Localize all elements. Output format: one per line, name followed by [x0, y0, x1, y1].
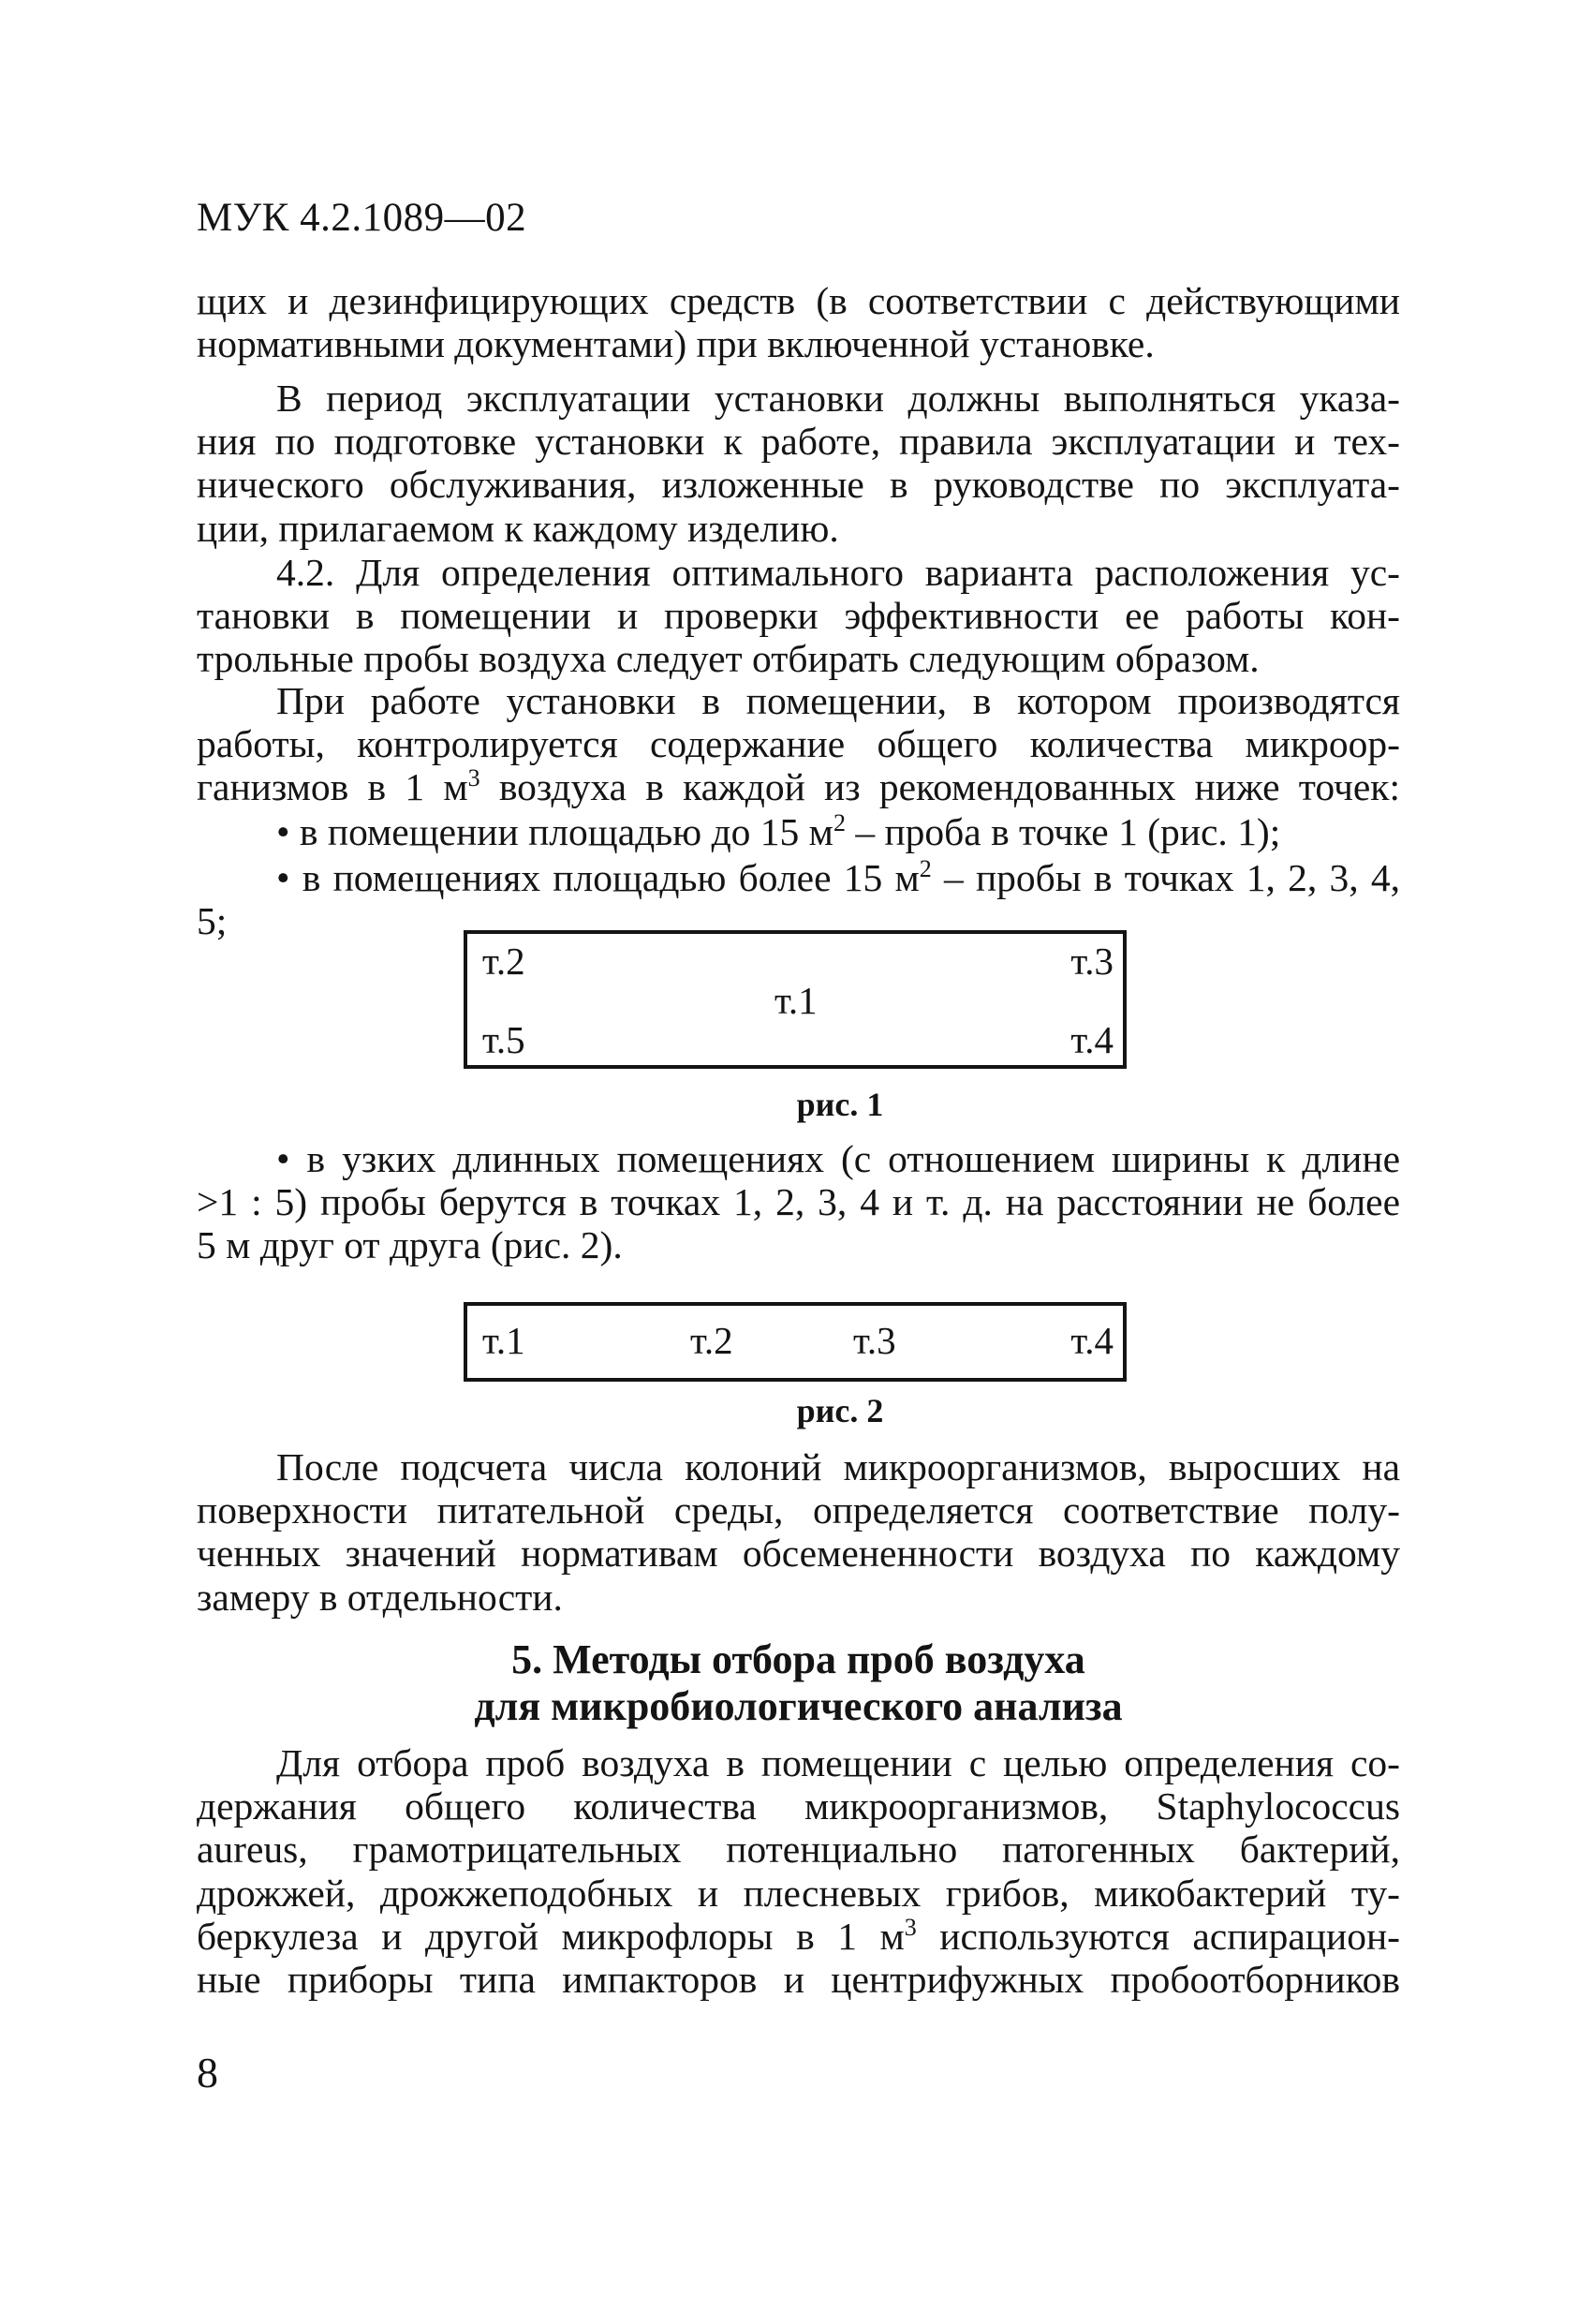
- text-line: Для отбора проб воздуха в помещении с целью определения со-: [276, 1741, 1400, 1784]
- text-line: ции, прилагаемом к каждому изделию.: [197, 506, 839, 550]
- text-line: трольные пробы воздуха следует отбирать следующим образом.: [197, 637, 1260, 681]
- point-label-t4: т.4: [1070, 1319, 1114, 1362]
- figure-2-caption: рис. 2: [796, 1392, 884, 1429]
- point-label-t5: т.5: [482, 1018, 525, 1061]
- point-label-t3: т.3: [853, 1319, 896, 1362]
- text-line: замеру в отдельности.: [197, 1575, 563, 1619]
- text-line: щих и дезинфицирующих средств (в соответствии с действующими: [197, 279, 1400, 322]
- figure-2-corridor-diagram: [464, 1302, 1127, 1382]
- bullet-narrow-room: [197, 1137, 1400, 1267]
- text-line: • в помещениях площадью более 15 $м^2$ – пробы в точках 1, 2, 3, 4, 5;: [197, 855, 1400, 943]
- text-line: работы, контролируется содержание общего количества микроор-: [197, 722, 1400, 766]
- text-line: aureus, грамотрицательных потенциально патогенных бактерий,: [197, 1828, 1400, 1872]
- text-line: нормативными документами) при включенной установке.: [197, 322, 1155, 366]
- bullet-small-room: [197, 810, 1400, 853]
- point-label-t1: т.1: [774, 979, 818, 1022]
- section-5-title: [197, 1636, 1400, 1730]
- text-line: ния по подготовке установки к работе, правила эксплуатации и тех-: [197, 420, 1400, 464]
- text-line: • в помещении площадью до 15 $м^2$ – проба в точке 1 (рис. 1);: [276, 809, 1281, 853]
- text-line: ганизмов в 1 $м^3$ воздуха в каждой из рекомендованных ниже точек:: [197, 764, 1400, 809]
- text-line: держания общего количества микроорганизмов, Staphylococcus: [197, 1784, 1400, 1828]
- figure-1-caption: рис. 1: [796, 1086, 884, 1123]
- text-line: 5 м друг от друга (рис. 2).: [197, 1223, 623, 1267]
- text-line: При работе установки в помещении, в котором производятся: [276, 679, 1400, 722]
- section-title-line: для микробиологического анализа: [474, 1683, 1123, 1729]
- paragraph-operation-period: [197, 377, 1400, 550]
- text-line: После подсчета числа колоний микроорганизмов, выросших на: [276, 1445, 1400, 1488]
- paragraph-continuation: [197, 279, 1400, 365]
- document-code-header: МУК 4.2.1089—02: [197, 196, 527, 240]
- text-line: нического обслуживания, изложенные в руководстве по эксплуата-: [197, 463, 1400, 507]
- point-label-t1: т.1: [482, 1319, 525, 1362]
- text-line: >1 : 5) пробы берутся в точках 1, 2, 3, 4 и т. д. на расстоянии не более: [197, 1180, 1400, 1224]
- paragraph-sampling-methods: [197, 1741, 1400, 2001]
- paragraph-4-2: [197, 551, 1400, 681]
- figure-1-room-diagram: [464, 930, 1127, 1069]
- text-line: ченных значений нормативам обсемененности воздуха по каждому: [197, 1532, 1400, 1576]
- text-line: ные приборы типа импакторов и центрифужных пробоотборников: [197, 1958, 1400, 2002]
- text-line: В период эксплуатации установки должны выполняться указа-: [276, 377, 1400, 420]
- section-title-line: 5. Методы отбора проб воздуха: [511, 1636, 1085, 1682]
- text-line: дрожжей, дрожжеподобных и плесневых грибов, микобактерий ту-: [197, 1871, 1400, 1915]
- point-label-t3: т.3: [1070, 940, 1114, 983]
- point-label-t2: т.2: [690, 1319, 733, 1362]
- point-label-t2: т.2: [482, 940, 525, 983]
- page-number: 8: [197, 2049, 218, 2096]
- paragraph-colony-count: [197, 1445, 1400, 1619]
- text-line: беркулеза и другой микрофлоры в 1 $м^3$ используются аспирацион-: [197, 1913, 1400, 1958]
- point-label-t4: т.4: [1070, 1018, 1114, 1061]
- text-line: • в узких длинных помещениях (с отношением ширины к длине: [276, 1137, 1400, 1180]
- text-line: тановки в помещении и проверки эффективности ее работы кон-: [197, 594, 1400, 638]
- text-line: 4.2. Для определения оптимального варианта расположения ус-: [276, 551, 1400, 594]
- paragraph-control-points: [197, 679, 1400, 809]
- text-line: поверхности питательной среды, определяется соответствие полу-: [197, 1488, 1400, 1532]
